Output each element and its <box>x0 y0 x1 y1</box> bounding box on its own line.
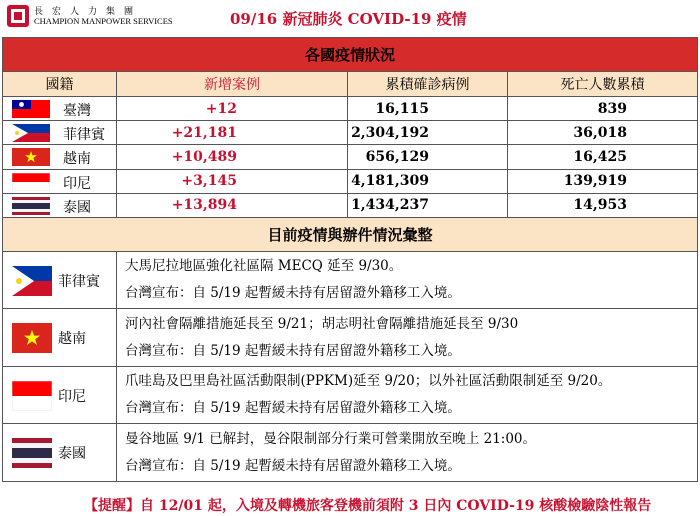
new-cases-value: +3,145 <box>117 169 348 193</box>
country-name: 泰國 <box>63 199 91 216</box>
situation-note: 大馬尼拉地區強化社區隔 MECQ 延至 9/30。 <box>125 258 403 275</box>
situation-note: 台灣宣布：自 5/19 起暫緩未持有居留證外籍移工入境。 <box>125 457 461 474</box>
situation-note: 河內社會隔離措施延長至 9/21；胡志明社會隔離措施延長至 9/30 <box>125 315 519 332</box>
philippines-flag-icon <box>12 266 52 296</box>
company-name-en: CHAMPION MANPOWER SERVICES <box>34 16 173 26</box>
country-name: 臺灣 <box>63 103 91 119</box>
new-cases-value: +21,181 <box>117 121 348 145</box>
situation-row <box>3 366 698 424</box>
covid-status-table <box>2 37 698 482</box>
total-cases-value: 1,434,237 <box>348 193 508 217</box>
deaths-value: 139,919 <box>508 169 698 193</box>
page-header <box>0 0 700 34</box>
new-cases-value: +10,489 <box>117 145 348 169</box>
situation-row <box>3 251 698 309</box>
page-title: 09/16 新冠肺炎 COVID-19 疫情 <box>230 10 467 28</box>
situation-band-title: 目前疫情與辦件情況彙整 <box>3 217 698 251</box>
thailand-flag-icon <box>12 197 50 215</box>
situation-note: 台灣宣布：自 5/19 起暫緩未持有居留證外籍移工入境。 <box>125 342 461 359</box>
country-name: 菲律賓 <box>58 273 100 290</box>
total-cases-value: 16,115 <box>348 97 508 121</box>
column-header-new-cases: 新增案例 <box>117 72 348 97</box>
vietnam-flag-icon <box>12 148 50 166</box>
situation-row <box>3 309 698 367</box>
situation-note: 台灣宣布：自 5/19 起暫緩未持有居留證外籍移工入境。 <box>125 400 461 417</box>
deaths-value: 36,018 <box>508 121 698 145</box>
table-row <box>3 169 698 193</box>
country-name: 印尼 <box>58 388 86 405</box>
indonesia-flag-icon <box>12 173 50 191</box>
deaths-value: 14,953 <box>508 193 698 217</box>
total-cases-value: 2,304,192 <box>348 121 508 145</box>
table-row <box>3 193 698 217</box>
total-cases-value: 4,181,309 <box>348 169 508 193</box>
table-row <box>3 121 698 145</box>
table-row <box>3 145 698 169</box>
situation-note: 台灣宣布：自 5/19 起暫緩未持有居留證外籍移工入境。 <box>125 285 461 302</box>
column-header-deaths: 死亡人數累積 <box>508 72 698 97</box>
country-name: 菲律賓 <box>63 127 105 144</box>
taiwan-flag-icon <box>12 100 50 118</box>
country-name: 越南 <box>63 151 91 168</box>
new-cases-value: +13,894 <box>117 193 348 217</box>
country-name: 泰國 <box>58 446 86 463</box>
table-row <box>3 97 698 121</box>
company-name-cn: 長宏人力集團 <box>34 7 143 17</box>
company-logo-icon <box>6 4 30 28</box>
thailand-flag-icon <box>12 438 52 468</box>
vietnam-flag-icon <box>12 323 52 353</box>
deaths-value: 839 <box>508 97 698 121</box>
country-name: 印尼 <box>63 175 91 192</box>
country-name: 越南 <box>58 331 86 348</box>
new-cases-value: +12 <box>117 97 348 121</box>
column-header-country: 國籍 <box>3 72 117 97</box>
column-header-total-cases: 累積確診病例 <box>348 72 508 97</box>
situation-note: 爪哇島及巴里島社區活動限制(PPKM)延至 9/20；以外社區活動限制延至 9/20。 <box>125 373 612 390</box>
deaths-value: 16,425 <box>508 145 698 169</box>
total-cases-value: 656,129 <box>348 145 508 169</box>
situation-row <box>3 424 698 482</box>
reminder-note: 【提醒】自 12/01 起，入境及轉機旅客登機前須附 3 日內 COVID-19 核酸檢驗陰性報告 <box>84 498 652 514</box>
status-band-title: 各國疫情狀況 <box>3 38 698 72</box>
indonesia-flag-icon <box>12 381 52 411</box>
philippines-flag-icon <box>12 124 50 142</box>
situation-note: 曼谷地區 9/1 已解封，曼谷限制部分行業可營業開放至晚上 21:00。 <box>125 430 537 447</box>
